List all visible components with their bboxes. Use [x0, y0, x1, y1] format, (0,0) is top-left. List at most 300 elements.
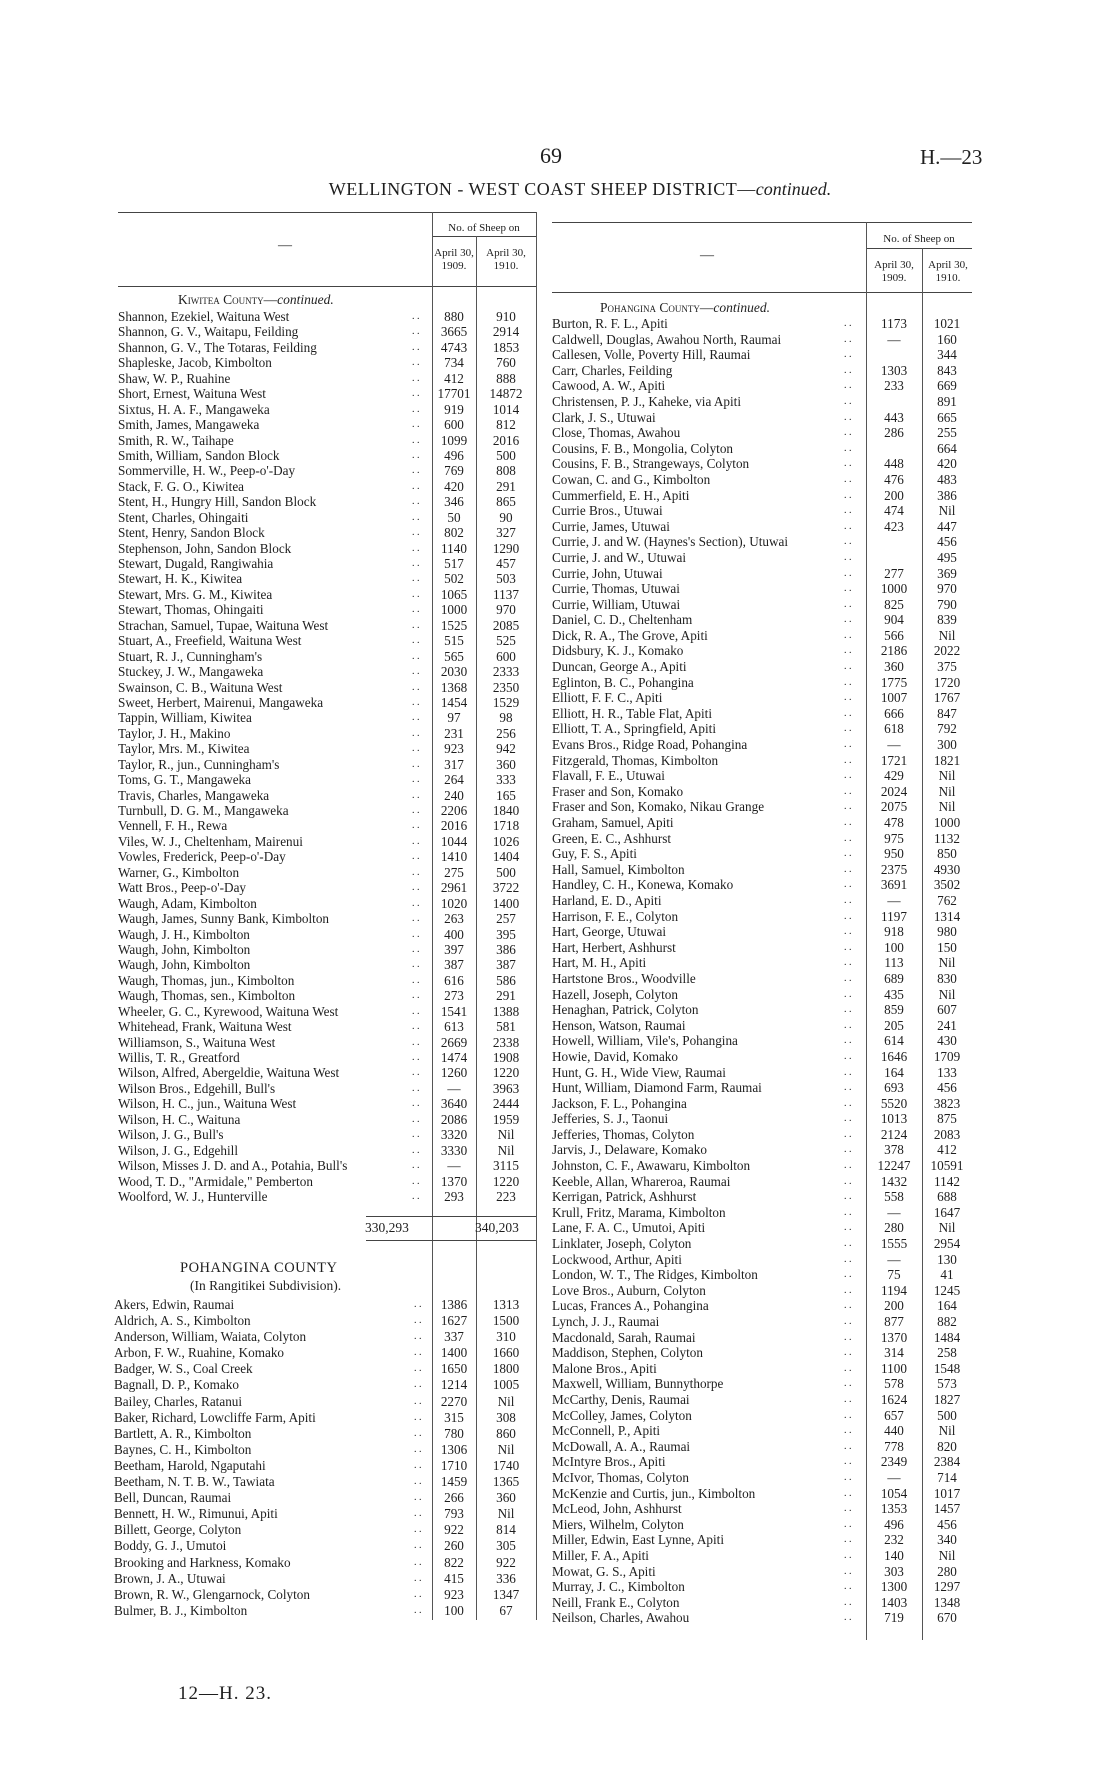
leader-dots: . .	[412, 696, 420, 708]
owner-name: Cousins, F. B., Strangeways, Colyton	[552, 456, 750, 472]
sheep-1910: 241	[937, 1017, 957, 1033]
leader-dots: . .	[844, 754, 852, 766]
leader-dots: . .	[412, 943, 420, 955]
sheep-1909: 1721	[880, 752, 908, 768]
sheep-1909: 1459	[440, 1474, 468, 1490]
owner-name: McColley, James, Colyton	[552, 1407, 692, 1423]
owner-name: Taylor, R., jun., Cunningham's	[118, 756, 280, 772]
leader-dots: . .	[844, 1253, 852, 1265]
sheep-1909: 1368	[440, 679, 468, 695]
table-row	[552, 425, 974, 441]
sheep-1910: 500	[496, 447, 516, 463]
leader-dots: . .	[844, 645, 852, 657]
owner-name: Duncan, George A., Apiti	[552, 659, 687, 675]
table-row	[114, 1394, 538, 1410]
table-row	[552, 737, 974, 753]
table-row	[552, 1283, 974, 1299]
owner-name: Sixtus, H. A. F., Mangaweka	[118, 401, 270, 417]
owner-name: Love Bros., Auburn, Colyton	[552, 1282, 706, 1298]
sheep-1909: 1370	[440, 1173, 468, 1189]
owner-name: Cawood, A. W., Apiti	[552, 378, 666, 394]
table-row	[118, 571, 538, 586]
sheep-1910: 336	[496, 1570, 516, 1586]
table-row	[552, 1564, 974, 1580]
sheep-1910: 1853	[492, 339, 520, 355]
table-row	[114, 1345, 538, 1361]
leader-dots: . .	[844, 536, 852, 548]
sheep-1909: 3320	[440, 1127, 468, 1143]
sheep-1909: 578	[884, 1376, 904, 1392]
leader-dots: . .	[412, 835, 420, 847]
leader-dots: . .	[414, 1556, 422, 1568]
table-row	[118, 1112, 538, 1127]
sheep-1909: 689	[884, 970, 904, 986]
table-row	[118, 957, 538, 972]
leader-dots: . .	[844, 1160, 852, 1172]
leader-dots: . .	[412, 1160, 420, 1172]
sheep-1909: 1525	[440, 617, 468, 633]
owner-name: Shannon, Ezekiel, Waituna West	[118, 309, 290, 324]
table-row	[114, 1297, 538, 1313]
owner-name: Guy, F. S., Apiti	[552, 846, 637, 862]
sheep-1910: 1388	[492, 1003, 520, 1019]
leader-dots: . .	[412, 1021, 420, 1033]
owner-name: Wilson Bros., Edgehill, Bull's	[118, 1080, 276, 1096]
sheep-1910: 525	[496, 633, 516, 649]
sheep-1910: 2444	[492, 1096, 520, 1112]
sheep-1909: 802	[444, 525, 464, 541]
leader-dots: . .	[412, 419, 420, 431]
owner-name: Bell, Duncan, Raumai	[114, 1490, 232, 1506]
leader-dots: . .	[844, 1206, 852, 1218]
sheep-1909: 1400	[440, 1345, 468, 1361]
leader-dots: . .	[412, 1113, 420, 1125]
owner-name: Murray, J. C., Kimbolton	[552, 1579, 685, 1595]
sheep-1910: Nil	[497, 1142, 515, 1158]
sheep-1909: 2086	[440, 1111, 468, 1127]
leader-dots: . .	[844, 1066, 852, 1078]
sheep-1910: 340	[937, 1532, 957, 1548]
leader-dots: . .	[412, 789, 420, 801]
sheep-1909: —	[447, 1080, 461, 1096]
sheep-1910: 41	[940, 1267, 954, 1283]
leader-dots: . .	[412, 1052, 420, 1063]
leader-dots: . .	[412, 650, 420, 662]
table-row	[552, 1236, 974, 1252]
sheep-1909: 2669	[440, 1034, 468, 1050]
sheep-1909: 1306	[440, 1441, 468, 1457]
leader-dots: . .	[844, 1300, 852, 1312]
pohangina-continued-heading	[600, 300, 770, 316]
table-row	[114, 1329, 538, 1345]
leader-dots: . .	[844, 1456, 852, 1468]
sheep-1909: 719	[884, 1610, 904, 1626]
owner-name: Waugh, Thomas, sen., Kimbolton	[118, 988, 296, 1004]
leader-dots: . .	[844, 1316, 852, 1327]
sheep-1910: 3963	[492, 1080, 520, 1096]
leader-dots: . .	[844, 1284, 852, 1296]
sheep-1910: 223	[496, 1188, 516, 1204]
table-row	[552, 1361, 974, 1377]
sheep-1909: 780	[444, 1425, 464, 1441]
leader-dots: . .	[412, 573, 420, 585]
leader-dots: . .	[412, 897, 420, 909]
table-row	[118, 371, 538, 386]
sheep-1910: 2338	[492, 1034, 520, 1050]
owner-name: Malone Bros., Apiti	[552, 1360, 657, 1376]
owner-name: Shaw, W. P., Ruahine	[118, 370, 231, 386]
table-row	[118, 664, 538, 679]
sheep-1909: 240	[444, 787, 464, 803]
sheep-1910: 412	[937, 1142, 957, 1158]
sheep-1909: 200	[884, 1298, 904, 1314]
leader-dots: . .	[412, 758, 420, 770]
sheep-1910: 1500	[492, 1313, 520, 1329]
sheep-1910: 1314	[933, 908, 961, 924]
sheep-1910: 607	[937, 1002, 957, 1018]
table-row	[552, 1423, 974, 1439]
sheep-1910: 255	[937, 425, 957, 441]
leader-dots: . .	[412, 990, 420, 1002]
leader-dots: . .	[414, 1508, 422, 1520]
leader-dots: . .	[844, 411, 852, 423]
sheep-1910: 291	[496, 478, 516, 494]
owner-name: Akers, Edwin, Raumai	[114, 1297, 235, 1312]
leader-dots: . .	[412, 496, 420, 508]
leader-dots: . .	[844, 442, 852, 454]
sheep-1910: 875	[937, 1111, 957, 1127]
table-row	[118, 911, 538, 926]
sheep-1909: 2270	[440, 1393, 468, 1409]
table-row	[118, 510, 538, 525]
table-row	[118, 988, 538, 1003]
table-row	[118, 417, 538, 432]
sheep-1910: 14872	[489, 386, 523, 402]
sheep-1909: 3330	[440, 1142, 468, 1158]
sheep-1910: 1026	[492, 833, 520, 849]
leader-dots: . .	[414, 1299, 422, 1310]
owner-name: Smith, William, Sandon Block	[118, 447, 280, 463]
sheep-1909: 435	[884, 986, 904, 1002]
sheep-1910: 581	[496, 1019, 516, 1035]
sheep-1910: Nil	[938, 986, 956, 1002]
sheep-1910: 820	[937, 1438, 957, 1454]
table-row	[118, 448, 538, 463]
sheep-1910: Nil	[938, 799, 956, 815]
sheep-1910: 256	[496, 725, 516, 741]
leader-dots: . .	[844, 505, 852, 517]
leader-dots: . .	[844, 551, 852, 563]
owner-name: Stuart, R. J., Cunningham's	[118, 648, 263, 664]
owner-name: Miller, Edwin, East Lynne, Apiti	[552, 1532, 724, 1548]
table-row	[552, 971, 974, 987]
leader-dots: . .	[844, 957, 852, 969]
owner-name: Hart, M. H., Apiti	[552, 955, 647, 971]
sheep-1910: 456	[937, 534, 957, 550]
leader-dots: . .	[412, 666, 420, 678]
owner-name: Dick, R. A., The Grove, Apiti	[552, 627, 708, 643]
sheep-1909: 1353	[880, 1501, 908, 1517]
leader-dots: . .	[844, 427, 852, 439]
owner-name: Swainson, C. B., Waituna West	[118, 679, 283, 695]
leader-dots: . .	[412, 449, 420, 461]
sheep-1910: 1647	[933, 1204, 961, 1220]
sheep-1909: 3640	[440, 1096, 468, 1112]
table-row	[552, 940, 974, 956]
sheep-1909: 1007	[880, 690, 908, 706]
sheep-1909: 2075	[880, 799, 908, 815]
sheep-1909: 793	[444, 1506, 464, 1522]
sheep-1910: 970	[496, 602, 516, 618]
sheep-1910: 814	[496, 1522, 516, 1538]
sheep-1909: 904	[884, 612, 904, 628]
owner-name: Waugh, James, Sunny Bank, Kimbolton	[118, 911, 330, 927]
owner-name: McDowall, A. A., Raumai	[552, 1438, 691, 1454]
sheep-1910: 970	[937, 581, 957, 597]
owner-name: Shapleske, Jacob, Kimbolton	[118, 355, 272, 371]
sheep-1910: 664	[937, 440, 957, 456]
table-row	[114, 1522, 538, 1538]
sheep-1909: 233	[884, 378, 904, 394]
sheep-1909: 1173	[881, 316, 907, 331]
sheep-1909: 1627	[440, 1313, 468, 1329]
leader-dots: . .	[844, 1362, 852, 1374]
owner-name: Jackson, F. L., Pohangina	[552, 1095, 687, 1111]
table-row	[552, 1610, 974, 1626]
sheep-1909: 346	[444, 494, 464, 510]
sheep-1910: 1821	[933, 752, 961, 768]
sheep-1910: 291	[496, 988, 516, 1004]
leader-dots: . .	[844, 879, 852, 891]
sheep-1909: 1000	[880, 581, 908, 597]
table-row	[552, 1049, 974, 1065]
sheep-1910: 503	[496, 571, 516, 587]
sheep-1909: 923	[444, 741, 464, 757]
leader-dots: . .	[844, 926, 852, 938]
owner-name: McIvor, Thomas, Colyton	[552, 1469, 689, 1485]
owner-name: Stuart, A., Freefield, Waituna West	[118, 633, 302, 649]
table-row	[552, 316, 974, 332]
leader-dots: . .	[412, 1005, 420, 1017]
sheep-1910: 457	[496, 556, 516, 571]
sheep-1910: 830	[937, 970, 957, 986]
sheep-1910: 847	[937, 705, 957, 721]
owner-name: Neill, Frank E., Colyton	[552, 1594, 680, 1610]
owner-name: Wilson, J. G., Bull's	[118, 1127, 224, 1143]
sheep-1909: 429	[884, 768, 904, 784]
sheep-1909: 1140	[441, 540, 467, 556]
table-row	[552, 1127, 974, 1143]
owner-name: Miers, Wilhelm, Colyton	[552, 1516, 684, 1532]
owner-name: Bartlett, A. R., Kimbolton	[114, 1425, 252, 1441]
sheep-1909: 387	[444, 957, 464, 973]
owner-name: Williamson, S., Waituna West	[118, 1034, 276, 1050]
leader-dots: . .	[412, 1098, 420, 1110]
leader-dots: . .	[414, 1427, 422, 1439]
table-row	[118, 541, 538, 556]
table-row	[118, 309, 538, 324]
owner-name: Stent, Charles, Ohingaiti	[118, 509, 249, 525]
table-row	[114, 1603, 538, 1619]
table-row	[552, 1189, 974, 1205]
owner-name: Viles, W. J., Cheltenham, Mairenui	[118, 833, 303, 849]
owner-name: Vennell, F. H., Rewa	[118, 818, 228, 834]
table-row	[118, 1174, 538, 1189]
sheep-1910: 1718	[492, 818, 520, 834]
owner-name: Woolford, W. J., Hunterville	[118, 1188, 268, 1204]
sheep-1909: 1054	[880, 1485, 908, 1501]
table-row	[552, 799, 974, 815]
sheep-1910: 1660	[492, 1345, 520, 1361]
left-table-top-rule	[118, 212, 536, 213]
sheep-1909: 478	[884, 815, 904, 830]
leader-dots: . .	[412, 851, 420, 863]
leader-dots: . .	[844, 785, 852, 797]
leader-dots: . .	[844, 1238, 852, 1250]
sheep-1909: 232	[884, 1532, 904, 1548]
owner-name: Lynch, J. J., Raumai	[552, 1314, 660, 1329]
right-header-col1: April 30, 1909.	[874, 259, 914, 284]
owner-name: Flavall, F. E., Utuwai	[552, 768, 665, 784]
sheep-1910: 1220	[492, 1065, 520, 1081]
sheep-1910: 600	[496, 648, 516, 664]
owner-name: Mowat, G. S., Apiti	[552, 1563, 656, 1579]
table-row	[552, 410, 974, 426]
table-row	[118, 741, 538, 756]
owner-name: Henaghan, Patrick, Colyton	[552, 1002, 699, 1018]
leader-dots: . .	[844, 1035, 852, 1047]
table-row	[118, 1050, 538, 1065]
sheep-1909: 975	[884, 830, 904, 846]
owner-name: Sommerville, H. W., Peep-o'-Day	[118, 463, 296, 479]
sheep-1910: 447	[937, 518, 957, 534]
leader-dots: . .	[412, 480, 420, 492]
sheep-1910: 369	[937, 565, 957, 581]
sheep-1909: 273	[444, 988, 464, 1004]
right-header-col2: April 30, 1910.	[928, 259, 968, 284]
sheep-1909: 263	[444, 911, 464, 927]
sheep-1910: Nil	[497, 1506, 515, 1522]
owner-name: Badger, W. S., Coal Creek	[114, 1361, 253, 1377]
sheep-1910: 375	[937, 659, 957, 675]
sheep-1910: 790	[937, 596, 957, 612]
owner-name: Waugh, J. H., Kimbolton	[118, 926, 250, 942]
sheep-1910: 670	[937, 1610, 957, 1626]
owner-name: Kerrigan, Patrick, Ashhurst	[552, 1189, 697, 1205]
table-row	[552, 1470, 974, 1486]
owner-name: Sweet, Herbert, Mairenui, Mangaweka	[118, 694, 324, 710]
owner-name: McKenzie and Curtis, jun., Kimbolton	[552, 1485, 756, 1501]
sheep-1909: 877	[884, 1314, 904, 1329]
leader-dots: . .	[412, 959, 420, 971]
leader-dots: . .	[414, 1411, 422, 1423]
kiwitea-county-heading	[178, 292, 334, 308]
owner-name: Hunt, William, Diamond Farm, Raumai	[552, 1080, 762, 1096]
owner-name: Krull, Fritz, Marama, Kimbolton	[552, 1204, 726, 1220]
owner-name: Boddy, G. J., Umutoi	[114, 1538, 227, 1554]
owner-name: Wilson, H. C., Waituna	[118, 1111, 241, 1127]
table-row	[118, 386, 538, 401]
owner-name: Willis, T. R., Greatford	[118, 1050, 240, 1065]
table-row	[118, 695, 538, 710]
sheep-1910: 386	[937, 487, 957, 503]
table-row	[552, 503, 974, 519]
leader-dots: . .	[412, 604, 420, 616]
owner-name: Wilson, H. C., jun., Waituna West	[118, 1096, 297, 1112]
leader-dots: . .	[844, 349, 852, 361]
sheep-1910: 133	[937, 1064, 957, 1080]
table-row	[118, 1065, 538, 1080]
owner-name: Taylor, Mrs. M., Kiwitea	[118, 741, 250, 757]
sheep-1910: 1800	[492, 1361, 520, 1377]
owner-name: Harrison, F. E., Colyton	[552, 908, 679, 924]
owner-name: Carr, Charles, Feilding	[552, 362, 673, 378]
owner-name: Warner, G., Kimbolton	[118, 864, 240, 880]
leader-dots: . .	[844, 863, 852, 875]
left-header-col1: April 30, 1909.	[434, 247, 474, 272]
owner-name: Stewart, Dugald, Rangiwahia	[118, 556, 274, 571]
sheep-1910: 160	[937, 331, 957, 347]
owner-name: Maxwell, William, Bunnythorpe	[552, 1376, 724, 1392]
owner-name: Jarvis, J., Delaware, Komako	[552, 1142, 707, 1158]
sheep-1909: 476	[884, 471, 904, 487]
table-row	[552, 1267, 974, 1283]
sheep-1910: 395	[496, 926, 516, 942]
sheep-1909: 140	[884, 1547, 904, 1563]
leader-dots: . .	[844, 1409, 852, 1421]
sheep-1909: 566	[884, 627, 904, 643]
sheep-1909: 1194	[881, 1282, 907, 1298]
owner-name: Harland, E. D., Apiti	[552, 892, 662, 908]
sheep-1910: 922	[496, 1554, 516, 1570]
sheep-1909: 1646	[880, 1048, 908, 1064]
leader-dots: . .	[844, 910, 852, 922]
leader-dots: . .	[414, 1395, 422, 1407]
owner-name: Stewart, Mrs. G. M., Kiwitea	[118, 586, 273, 602]
owner-name: Brooking and Harkness, Komako	[114, 1554, 291, 1570]
table-row	[118, 1143, 538, 1158]
sheep-1910: 1017	[933, 1485, 961, 1501]
leader-dots: . .	[412, 311, 420, 322]
sheep-1909: 12247	[877, 1158, 911, 1174]
sheep-1910: 1720	[933, 674, 961, 690]
table-row	[118, 726, 538, 741]
table-row	[552, 877, 974, 893]
leader-dots: . .	[844, 770, 852, 782]
right-table-subheader-rule	[866, 248, 972, 249]
leader-dots: . .	[844, 739, 852, 751]
sheep-1910: 310	[496, 1329, 516, 1345]
sheep-1909: 496	[884, 1516, 904, 1532]
owner-name: Arbon, F. W., Ruahine, Komako	[114, 1345, 285, 1361]
table-row	[552, 721, 974, 737]
sheep-1909: 97	[447, 710, 461, 726]
leader-dots: . .	[414, 1363, 422, 1375]
owner-name: Fitzgerald, Thomas, Kimbolton	[552, 752, 719, 768]
sheep-1910: 344	[937, 347, 957, 363]
kiwitea-heading-text: Kiwitea County—	[178, 292, 278, 307]
sheep-1910: 327	[496, 525, 516, 541]
sheep-1909: 1099	[440, 432, 468, 448]
leader-dots: . .	[412, 866, 420, 878]
sheep-1909: 2016	[440, 818, 468, 834]
right-header-blank: —	[700, 248, 714, 263]
leader-dots: . .	[844, 972, 852, 984]
table-row	[552, 363, 974, 379]
owner-name: Keeble, Allan, Whareroa, Raumai	[552, 1173, 731, 1189]
owner-name: Tappin, William, Kiwitea	[118, 710, 252, 726]
table-row	[118, 880, 538, 895]
